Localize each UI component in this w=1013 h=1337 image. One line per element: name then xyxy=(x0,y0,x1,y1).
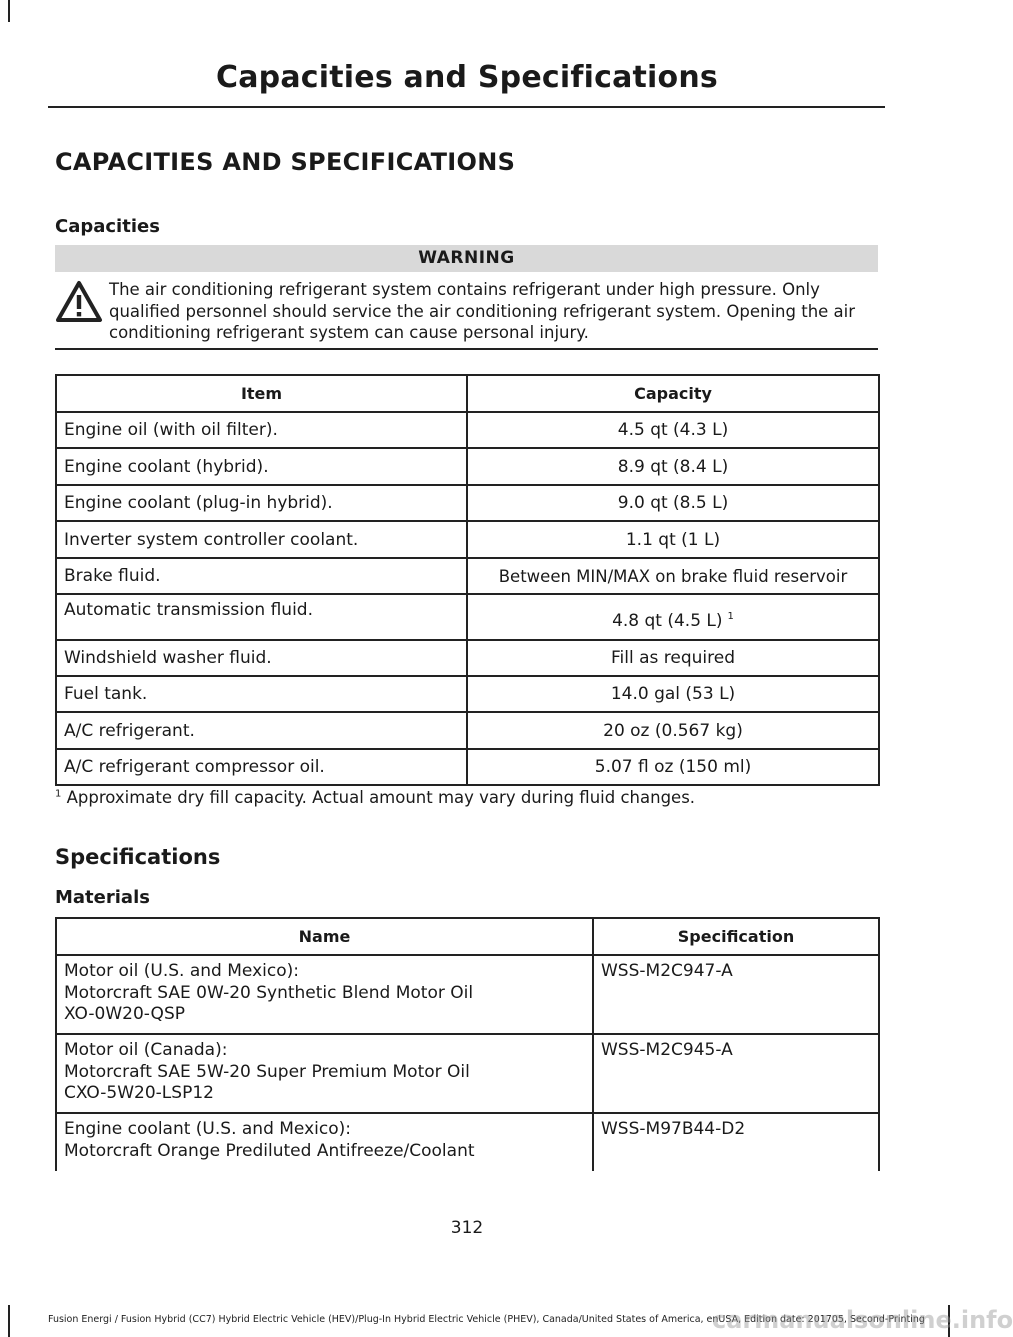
footnote xyxy=(55,788,695,807)
footnote-text: Approximate dry fill capacity. Actual amount may vary during fluid changes. xyxy=(61,788,696,807)
table-row xyxy=(56,558,879,594)
page-header-title: Capacities and Specifications xyxy=(216,60,718,95)
table-row xyxy=(56,1113,879,1171)
table-row xyxy=(56,712,879,749)
name-cell xyxy=(56,1113,593,1171)
item-cell: Automatic transmission fluid. xyxy=(56,594,467,640)
item-cell: A/C refrigerant compressor oil. xyxy=(56,749,467,785)
table-row xyxy=(56,412,879,448)
capacity-cell: 14.0 gal (53 L) xyxy=(467,676,879,712)
name-cell xyxy=(56,1034,593,1113)
table-row xyxy=(56,955,879,1034)
page-number: 312 xyxy=(450,1218,484,1238)
item-cell: Engine coolant (hybrid). xyxy=(56,448,467,485)
item-cell: Brake fluid. xyxy=(56,558,467,594)
capacity-value: 4.8 qt (4.5 L) xyxy=(612,611,723,631)
header-divider xyxy=(48,106,885,108)
item-cell: Windshield washer fluid. xyxy=(56,640,467,676)
capacity-cell: 5.07 fl oz (150 ml) xyxy=(467,749,879,785)
warning-triangle-icon xyxy=(55,280,103,324)
column-header-name: Name xyxy=(56,918,593,955)
warning-text: The air conditioning refrigerant system contains refrigerant under high pressure. Only qualified personnel should service the air conditioning refrigerant system. Opening the air conditioning refrigerant system can cause personal injury. xyxy=(109,280,856,342)
capacities-table xyxy=(55,374,880,786)
table-row xyxy=(56,521,879,558)
spec-cell: WSS-M2C945-A xyxy=(593,1034,879,1113)
name-line: Motorcraft Orange Prediluted Antifreeze/Coolant xyxy=(64,1140,475,1161)
column-header-specification: Specification xyxy=(593,918,879,955)
capacity-cell: 4.5 qt (4.3 L) xyxy=(467,412,879,448)
capacities-heading: Capacities xyxy=(55,216,160,237)
materials-table xyxy=(55,917,880,1171)
capacity-cell: 20 oz (0.567 kg) xyxy=(467,712,879,749)
specifications-heading: Specifications xyxy=(55,845,221,869)
table-row xyxy=(56,448,879,485)
column-header-item: Item xyxy=(56,375,467,412)
crop-mark xyxy=(8,0,10,22)
footnote-mark: 1 xyxy=(55,788,62,800)
name-line: Engine coolant (U.S. and Mexico): xyxy=(64,1119,351,1139)
name-line: Motorcraft SAE 5W-20 Super Premium Motor Oil xyxy=(64,1061,470,1082)
footer-text: Fusion Energi / Fusion Hybrid (CC7) Hybrid Electric Vehicle (HEV)/Plug-In Hybrid Electric Vehicle (PHEV), Canada/United States of America, enUSA, Edition date: 201705, Second-Printing xyxy=(48,1314,925,1325)
capacity-cell xyxy=(467,594,879,640)
name-line: CXO-5W20-LSP12 xyxy=(64,1083,214,1103)
item-cell: Engine coolant (plug-in hybrid). xyxy=(56,485,467,521)
capacity-cell: 1.1 qt (1 L) xyxy=(467,521,879,558)
crop-mark xyxy=(8,1305,10,1337)
name-line: XO-0W20-QSP xyxy=(64,1004,185,1024)
name-line: Motorcraft SAE 0W-20 Synthetic Blend Motor Oil xyxy=(64,982,474,1003)
spec-cell: WSS-M2C947-A xyxy=(593,955,879,1034)
table-row xyxy=(56,485,879,521)
capacity-cell: 8.9 qt (8.4 L) xyxy=(467,448,879,485)
item-cell: Engine oil (with oil filter). xyxy=(56,412,467,448)
item-cell: Fuel tank. xyxy=(56,676,467,712)
table-header-row xyxy=(56,375,879,412)
table-row xyxy=(56,749,879,785)
item-cell: Inverter system controller coolant. xyxy=(56,521,467,558)
section-title: CAPACITIES AND SPECIFICATIONS xyxy=(55,148,516,176)
watermark: carmanualsonline.info xyxy=(712,1306,1013,1334)
name-cell xyxy=(56,955,593,1034)
capacity-cell: Between MIN/MAX on brake fluid reservoir xyxy=(467,558,879,594)
materials-heading: Materials xyxy=(55,887,150,908)
name-line: Motor oil (U.S. and Mexico): xyxy=(64,961,299,981)
footnote-marker: 1 xyxy=(727,611,734,623)
table-row xyxy=(56,676,879,712)
table-header-row xyxy=(56,918,879,955)
capacity-cell: Fill as required xyxy=(467,640,879,676)
table-row xyxy=(56,1034,879,1113)
warning-divider xyxy=(55,348,878,350)
table-row xyxy=(56,594,879,640)
item-cell: A/C refrigerant. xyxy=(56,712,467,749)
column-header-capacity: Capacity xyxy=(467,375,879,412)
capacity-cell: 9.0 qt (8.5 L) xyxy=(467,485,879,521)
spec-cell: WSS-M97B44-D2 xyxy=(593,1113,879,1171)
table-row xyxy=(56,640,879,676)
warning-label: WARNING xyxy=(55,245,878,272)
name-line: Motor oil (Canada): xyxy=(64,1040,228,1060)
